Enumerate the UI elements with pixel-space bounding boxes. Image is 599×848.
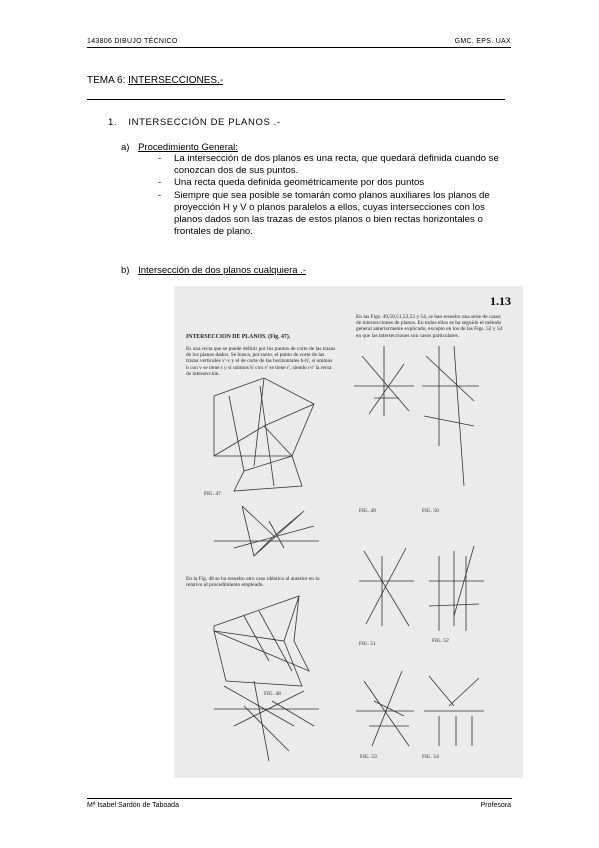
subsection-a-title: Procedimiento General: <box>138 142 238 153</box>
fig-label: FIG. 53 <box>360 754 377 760</box>
section-1-title: INTERSECCIÓN DE PLANOS .- <box>128 117 281 128</box>
fig-label: FIG. 48 <box>264 691 281 697</box>
subsection-b-marker: b) <box>121 265 130 276</box>
role-footer: Profesora <box>480 802 511 809</box>
fig-label: FIG. 50 <box>422 508 439 514</box>
subsection-b-title: Intersección de dos planos cualquiera .- <box>138 265 307 276</box>
bullet-item: - La intersección de dos planos es una recta, que quedará definida cuando se conozcan dos de sus puntos. <box>158 153 510 177</box>
subsection-b-heading <box>121 265 306 276</box>
fig-label: FIG. 52 <box>432 638 449 644</box>
fig-label: FIG. 54 <box>422 754 439 760</box>
fig-53-drawing <box>356 671 414 746</box>
bullet-item: - Una recta queda definida geométricamente por dos puntos <box>158 177 510 189</box>
scan-paragraph-2: En la Fig. 48 se ha resuelto otro caso idéntico al anterior en lo relativo al procedimiento empleado. <box>186 576 320 589</box>
scan-heading: INTERSECCION DE PLANOS. (Fig. 47). <box>186 334 291 340</box>
school-header: GMC. EPS. UAX <box>454 38 511 45</box>
fig-label: FIG. 47 <box>204 491 221 497</box>
fig-47-drawing <box>214 378 314 491</box>
tema-name: INTERSECCIONES.- <box>128 75 224 86</box>
section-1-heading <box>108 117 281 128</box>
section-1-number: 1. <box>108 117 118 128</box>
fig-52-drawing <box>429 546 484 631</box>
course-header: 143806 DIBUJO TÉCNICO <box>87 38 178 45</box>
scanned-textbook-page <box>174 286 523 778</box>
tema-prefix: TEMA 6: <box>87 75 126 86</box>
tema-rule <box>87 99 505 100</box>
fig-label: FIG. 51 <box>359 641 376 647</box>
scan-paragraph-1: Es una recta que se puede definir por los puntos de corte de las trazas de los planos dados. Se busca, por tanto, el punto de corte de las trazas verticales v'-v y el de corte de las horizontales h-h', si unimos h con v se tiene r y si unimos h' con v' se tiene r', siendo r-r' la recta de intersección. <box>186 346 336 377</box>
procedure-bullet-list <box>158 153 510 238</box>
scan-paragraph-right: En las Figs. 49,50,51,52,53 y 54, se han resuelto una serie de casos de intersecciones de planos. En todos ellos se ha seguido el método general anteriormente explicado, excepto en los de las Figs. 52 y 54 en que las intersecciones son casos particulares. <box>356 314 503 339</box>
author-footer: Mª Isabel Sardón de Taboada <box>87 802 179 809</box>
fig-51-drawing <box>359 548 414 626</box>
descriptive-geometry-figures <box>174 286 523 778</box>
subsection-a-marker: a) <box>121 142 130 153</box>
fig-48-drawing <box>214 506 319 556</box>
fig-47b-drawing <box>214 596 309 686</box>
fig-54-drawing <box>424 676 484 746</box>
footer-rule <box>87 798 512 799</box>
fig-label: FIG. 49 <box>359 508 376 514</box>
subsection-a-heading <box>121 142 238 153</box>
header-rule <box>87 47 511 48</box>
fig-49-drawing <box>354 346 414 416</box>
tema-title <box>87 75 223 86</box>
fig-50-drawing <box>422 346 479 486</box>
scan-page-number: 1.13 <box>490 294 511 308</box>
bullet-item: - Siempre que sea posible se tomarán como planos auxiliares los planos de proyección H y V o planos paralelos a ellos, cuyas intersecciones con los planos dados son las trazas de estos planos o bien rectas horizontales o frontales de plano. <box>158 190 510 239</box>
